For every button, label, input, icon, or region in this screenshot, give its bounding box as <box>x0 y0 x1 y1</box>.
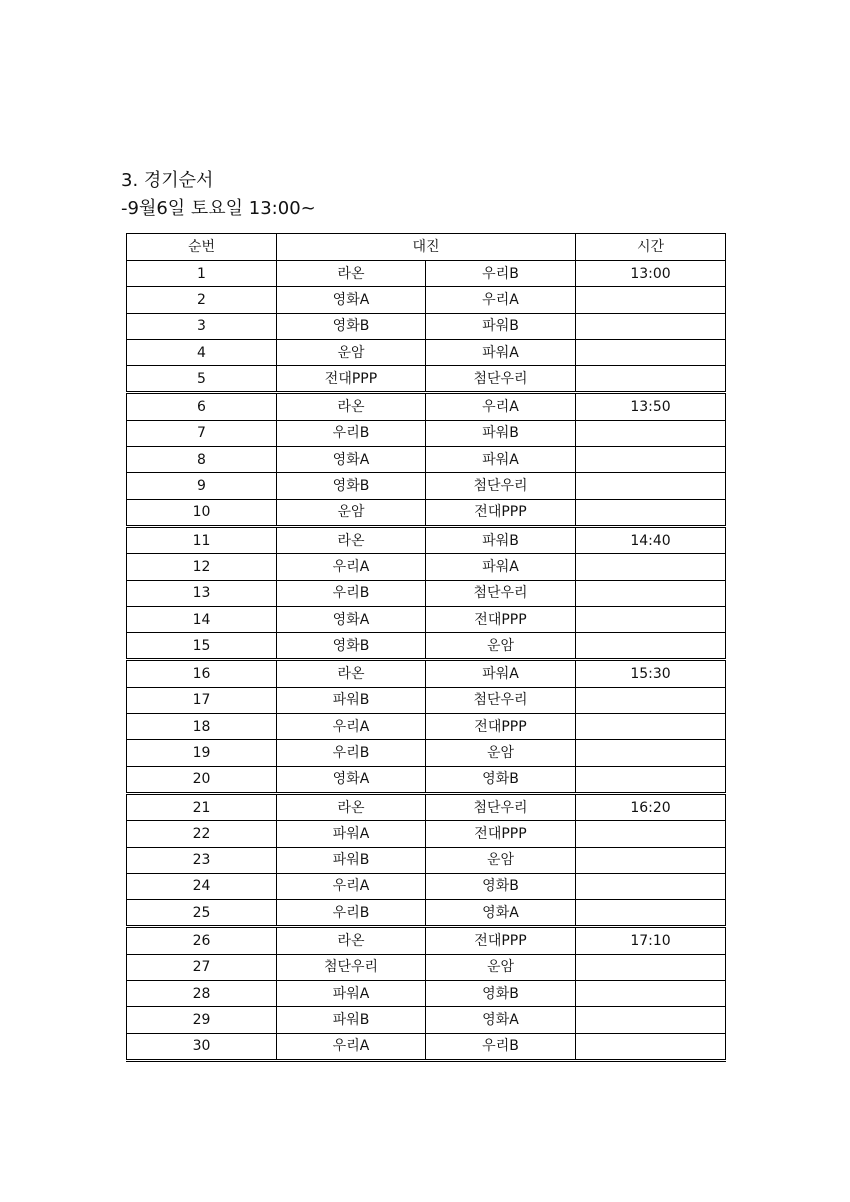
table-row <box>127 927 726 954</box>
team-away: 운암 <box>426 954 576 980</box>
team-home: 우리B <box>277 900 426 927</box>
team-home: 우리B <box>277 580 426 606</box>
match-number: 17 <box>127 687 277 713</box>
team-home: 우리A <box>277 714 426 740</box>
match-number: 25 <box>127 900 277 927</box>
match-number: 9 <box>127 473 277 499</box>
match-time <box>576 287 726 313</box>
match-time <box>576 633 726 660</box>
match-time <box>576 873 726 899</box>
team-away: 우리A <box>426 393 576 420</box>
team-away: 파워A <box>426 339 576 365</box>
team-away: 운암 <box>426 740 576 766</box>
match-number: 24 <box>127 873 277 899</box>
team-home: 전대PPP <box>277 366 426 393</box>
match-time <box>576 580 726 606</box>
match-time <box>576 954 726 980</box>
match-number: 1 <box>127 261 277 287</box>
team-away: 영화B <box>426 873 576 899</box>
match-time <box>576 766 726 793</box>
team-home: 파워B <box>277 687 426 713</box>
team-away: 전대PPP <box>426 606 576 632</box>
table-row <box>127 954 726 980</box>
team-home: 파워B <box>277 1007 426 1033</box>
table-row <box>127 981 726 1007</box>
table-row <box>127 313 726 339</box>
table-row <box>127 473 726 499</box>
team-away: 파워A <box>426 554 576 580</box>
team-home: 라온 <box>277 526 426 553</box>
match-number: 2 <box>127 287 277 313</box>
team-away: 전대PPP <box>426 714 576 740</box>
team-home: 우리A <box>277 554 426 580</box>
team-home: 우리A <box>277 1033 426 1060</box>
table-row <box>127 606 726 632</box>
team-home: 우리B <box>277 740 426 766</box>
match-time <box>576 447 726 473</box>
team-away: 영화A <box>426 900 576 927</box>
header-match: 대진 <box>277 234 576 261</box>
match-number: 13 <box>127 580 277 606</box>
match-number: 14 <box>127 606 277 632</box>
match-number: 18 <box>127 714 277 740</box>
match-time <box>576 981 726 1007</box>
team-home: 영화A <box>277 447 426 473</box>
match-number: 23 <box>127 847 277 873</box>
match-time <box>576 740 726 766</box>
match-number: 12 <box>127 554 277 580</box>
table-row <box>127 873 726 899</box>
match-time <box>576 313 726 339</box>
table-row <box>127 366 726 393</box>
team-home: 라온 <box>277 793 426 820</box>
match-time <box>576 420 726 446</box>
team-away: 운암 <box>426 633 576 660</box>
team-home: 파워B <box>277 847 426 873</box>
header-order: 순번 <box>127 234 277 261</box>
match-time <box>576 554 726 580</box>
match-number: 6 <box>127 393 277 420</box>
team-home: 운암 <box>277 339 426 365</box>
team-home: 파워A <box>277 821 426 847</box>
match-time <box>576 473 726 499</box>
table-body <box>127 261 726 1061</box>
match-time <box>576 821 726 847</box>
team-away: 우리B <box>426 1033 576 1060</box>
match-time <box>576 606 726 632</box>
team-home: 우리A <box>277 873 426 899</box>
match-number: 15 <box>127 633 277 660</box>
match-time <box>576 847 726 873</box>
schedule-date: -9월6일 토요일 13:00~ <box>121 198 316 219</box>
team-away: 전대PPP <box>426 499 576 526</box>
match-time: 13:00 <box>576 261 726 287</box>
team-away: 운암 <box>426 847 576 873</box>
team-away: 파워B <box>426 420 576 446</box>
table-row <box>127 1007 726 1033</box>
match-schedule-table <box>126 233 726 1062</box>
match-number: 28 <box>127 981 277 1007</box>
team-away: 파워A <box>426 447 576 473</box>
match-time <box>576 339 726 365</box>
table-row <box>127 287 726 313</box>
match-number: 16 <box>127 660 277 687</box>
team-away: 첨단우리 <box>426 580 576 606</box>
table-row <box>127 687 726 713</box>
table-row <box>127 793 726 820</box>
table-row <box>127 580 726 606</box>
section-title: 3. 경기순서 <box>121 170 214 191</box>
team-home: 영화A <box>277 606 426 632</box>
team-away: 첨단우리 <box>426 366 576 393</box>
team-home: 운암 <box>277 499 426 526</box>
team-home: 첨단우리 <box>277 954 426 980</box>
team-home: 영화B <box>277 473 426 499</box>
team-away: 영화B <box>426 981 576 1007</box>
match-time: 15:30 <box>576 660 726 687</box>
table-row <box>127 447 726 473</box>
match-number: 8 <box>127 447 277 473</box>
team-home: 영화A <box>277 766 426 793</box>
table-row <box>127 740 726 766</box>
match-time: 14:40 <box>576 526 726 553</box>
match-number: 29 <box>127 1007 277 1033</box>
team-away: 파워A <box>426 660 576 687</box>
team-away: 전대PPP <box>426 821 576 847</box>
table-header-row <box>127 234 726 261</box>
match-time <box>576 499 726 526</box>
match-time: 16:20 <box>576 793 726 820</box>
match-time <box>576 366 726 393</box>
team-away: 첨단우리 <box>426 473 576 499</box>
match-time <box>576 900 726 927</box>
team-away: 우리B <box>426 261 576 287</box>
match-time <box>576 714 726 740</box>
match-time <box>576 687 726 713</box>
team-home: 라온 <box>277 927 426 954</box>
team-home: 영화B <box>277 313 426 339</box>
match-number: 5 <box>127 366 277 393</box>
team-away: 첨단우리 <box>426 793 576 820</box>
match-number: 27 <box>127 954 277 980</box>
header-time: 시간 <box>576 234 726 261</box>
match-number: 11 <box>127 526 277 553</box>
team-away: 영화B <box>426 766 576 793</box>
team-away: 파워B <box>426 313 576 339</box>
match-number: 4 <box>127 339 277 365</box>
table-row <box>127 633 726 660</box>
table-row <box>127 393 726 420</box>
team-away: 파워B <box>426 526 576 553</box>
match-number: 7 <box>127 420 277 446</box>
team-home: 영화A <box>277 287 426 313</box>
match-number: 22 <box>127 821 277 847</box>
table-row <box>127 420 726 446</box>
table-row <box>127 526 726 553</box>
table-row <box>127 660 726 687</box>
team-home: 영화B <box>277 633 426 660</box>
table-row <box>127 900 726 927</box>
table-row <box>127 847 726 873</box>
table-row <box>127 339 726 365</box>
team-away: 첨단우리 <box>426 687 576 713</box>
match-time <box>576 1007 726 1033</box>
team-home: 우리B <box>277 420 426 446</box>
table-row <box>127 554 726 580</box>
table-row <box>127 261 726 287</box>
match-time <box>576 1033 726 1060</box>
match-number: 19 <box>127 740 277 766</box>
match-time: 13:50 <box>576 393 726 420</box>
match-number: 21 <box>127 793 277 820</box>
table-row <box>127 714 726 740</box>
match-number: 30 <box>127 1033 277 1060</box>
match-number: 3 <box>127 313 277 339</box>
match-number: 10 <box>127 499 277 526</box>
match-number: 20 <box>127 766 277 793</box>
match-time: 17:10 <box>576 927 726 954</box>
team-away: 전대PPP <box>426 927 576 954</box>
team-away: 영화A <box>426 1007 576 1033</box>
team-home: 라온 <box>277 660 426 687</box>
table-row <box>127 1033 726 1060</box>
match-number: 26 <box>127 927 277 954</box>
table-row <box>127 821 726 847</box>
table-row <box>127 499 726 526</box>
team-home: 파워A <box>277 981 426 1007</box>
team-home: 라온 <box>277 261 426 287</box>
team-home: 라온 <box>277 393 426 420</box>
table-row <box>127 766 726 793</box>
team-away: 우리A <box>426 287 576 313</box>
